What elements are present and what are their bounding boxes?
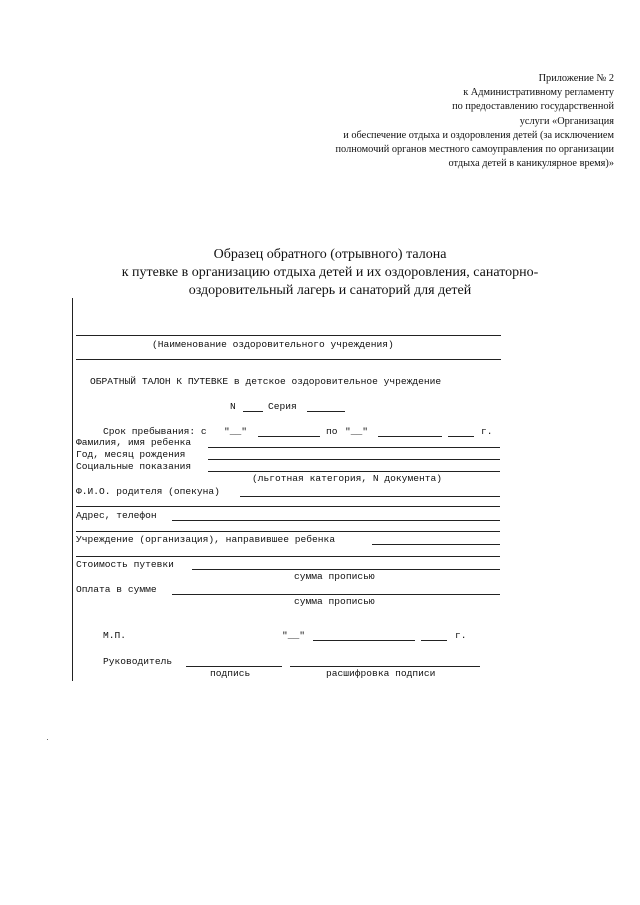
address-label: Адрес, телефон <box>76 510 157 521</box>
stay-from-day: "__" <box>224 426 248 437</box>
institution-line <box>76 335 501 336</box>
paid-label: Оплата в сумме <box>76 584 157 595</box>
date-day: "__" <box>282 630 306 641</box>
date-year-suffix: г. <box>455 630 467 641</box>
address-field-2[interactable] <box>76 531 500 532</box>
parent-label: Ф.И.О. родителя (опекуна) <box>76 486 220 497</box>
date-year-field[interactable] <box>421 640 447 641</box>
coupon-title: ОБРАТНЫЙ ТАЛОН К ПУТЕВКЕ в детское оздоровительное учреждение <box>90 376 442 387</box>
cost-field[interactable] <box>192 569 500 570</box>
decoding-caption: расшифровка подписи <box>326 668 436 679</box>
cost-in-words-caption: сумма прописью <box>294 571 375 582</box>
sender-label: Учреждение (организация), направившее ребенка <box>76 534 336 545</box>
institution-line-2 <box>76 359 501 360</box>
title-line: к путевке в организацию отдыха детей и их оздоровления, санаторно- <box>121 265 539 280</box>
benefit-caption: (льготная категория, N документа) <box>252 473 442 484</box>
appendix-line: полномочий органов местного самоуправления по организации <box>335 144 614 156</box>
date-month-field[interactable] <box>313 640 415 641</box>
appendix-line: услуги «Организация <box>519 115 614 127</box>
appendix-line: отдыха детей в каникулярное время)» <box>448 158 614 170</box>
stay-label: Срок пребывания: с <box>103 426 207 437</box>
child-name-label: Фамилия, имя ребенка <box>76 437 192 448</box>
cost-label: Стоимость путевки <box>76 559 174 570</box>
sender-field[interactable] <box>372 544 500 545</box>
signature-caption: подпись <box>210 668 251 679</box>
stay-from-month-field[interactable] <box>258 436 320 437</box>
stay-to-day: "__" <box>345 426 369 437</box>
stamp-label: М.П. <box>103 630 127 641</box>
paid-field[interactable] <box>172 594 500 595</box>
stay-year-suffix: г. <box>481 426 493 437</box>
sender-field-2[interactable] <box>76 556 500 557</box>
birth-field[interactable] <box>208 459 500 460</box>
signature-field[interactable] <box>186 666 282 667</box>
parent-field-2[interactable] <box>76 506 500 507</box>
institution-caption: (Наименование оздоровительного учреждения) <box>152 339 394 350</box>
stay-year-field[interactable] <box>448 436 474 437</box>
paid-in-words-caption: сумма прописью <box>294 596 375 607</box>
number-field[interactable] <box>243 411 263 412</box>
appendix-line: по предоставлению государственной <box>452 101 614 113</box>
birth-label: Год, месяц рождения <box>76 449 186 460</box>
decoding-field[interactable] <box>290 666 480 667</box>
number-label: N <box>230 401 236 412</box>
social-label: Социальные показания <box>76 461 192 472</box>
title-line: Образец обратного (отрывного) талона <box>213 247 447 262</box>
social-field[interactable] <box>208 471 500 472</box>
form-left-border <box>72 298 73 681</box>
scan-speck <box>47 739 48 740</box>
parent-field[interactable] <box>240 496 500 497</box>
address-field[interactable] <box>172 520 500 521</box>
title-line: оздоровительный лагерь и санаторий для детей <box>188 283 472 298</box>
child-name-field[interactable] <box>208 447 500 448</box>
stay-to-month-field[interactable] <box>378 436 442 437</box>
appendix-line: к Административному регламенту <box>463 87 614 99</box>
stay-to-label: по <box>326 426 338 437</box>
head-label: Руководитель <box>103 656 173 667</box>
appendix-line: Приложение № 2 <box>538 73 614 84</box>
appendix-line: и обеспечение отдыха и оздоровления детей (за исключением <box>343 129 614 141</box>
series-field[interactable] <box>307 411 345 412</box>
series-label: Серия <box>268 401 297 412</box>
